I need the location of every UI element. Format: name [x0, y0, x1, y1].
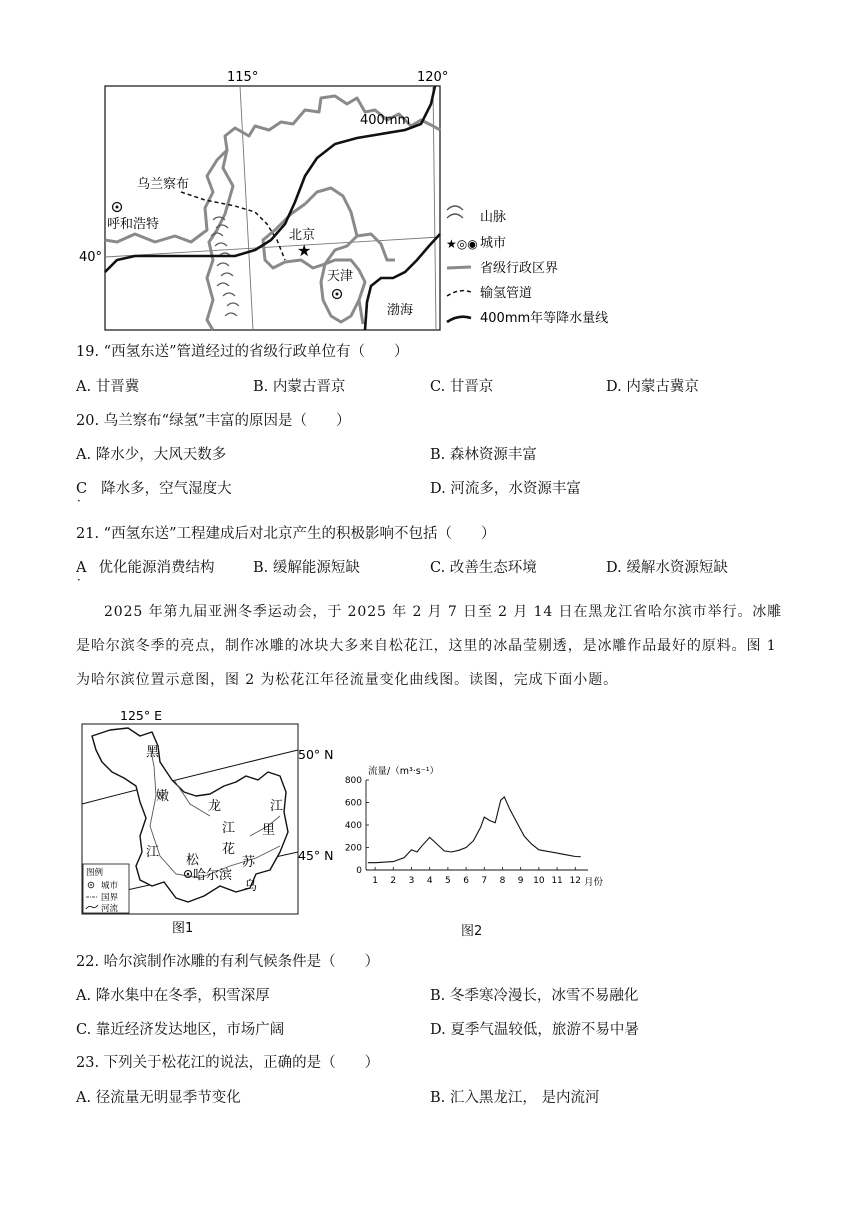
- legend-mountain-icon: [447, 206, 463, 218]
- map2-legend-city-label: 城市: [101, 881, 119, 891]
- chart-ylabel: 流量/（m³·s⁻¹）: [368, 766, 440, 777]
- y-tick-label: 0: [356, 866, 362, 876]
- label-bohai: 渤海: [387, 303, 414, 318]
- legend-border-icon: [447, 267, 471, 268]
- x-tick-label: 6: [463, 876, 469, 886]
- x-tick-label: 1: [372, 876, 378, 886]
- label-song: 松: [186, 853, 200, 868]
- legend-isohyet-icon: [447, 317, 471, 322]
- runoff-chart: [340, 758, 610, 918]
- q19-option-c[interactable]: C. 甘晋京: [430, 379, 494, 395]
- label-nen: 嫩: [156, 789, 170, 804]
- q23-option-a[interactable]: A. 径流量无明显季节变化: [76, 1090, 241, 1106]
- legend-border-label: 省级行政区界: [480, 261, 559, 276]
- x-tick-label: 7: [481, 876, 488, 886]
- figure-2-caption: 图2: [461, 924, 483, 939]
- q21-option-a[interactable]: [76, 558, 214, 578]
- q20-option-d[interactable]: D. 河流多，水资源丰富: [430, 481, 581, 497]
- q19-option-b[interactable]: B. 内蒙古晋京: [253, 379, 346, 395]
- map2-legend: [83, 864, 129, 914]
- y-tick-label: 600: [344, 798, 362, 809]
- map2-legend-river-label: 河流: [101, 904, 119, 914]
- label-hei: 黑: [146, 745, 160, 760]
- legend-pipeline-icon: [447, 291, 471, 296]
- label-huhehaote: 呼和浩特: [107, 217, 160, 232]
- lon-120-label: 120°: [417, 70, 449, 85]
- q21-option-d[interactable]: D. 缓解水资源短缺: [606, 560, 728, 576]
- star-beijing-marker: ★: [297, 241, 312, 260]
- question-20-stem: 20. 乌兰察布“绿氢”丰富的原因是（ ）: [76, 413, 351, 429]
- x-tick-label: 10: [533, 876, 545, 886]
- q21-option-c[interactable]: C. 改善生态环境: [430, 560, 537, 576]
- lat-50n-label: 50° N: [298, 747, 334, 762]
- label-harbin: 哈尔滨: [193, 868, 233, 883]
- x-tick-label: 2: [390, 876, 397, 886]
- label-long: 龙: [208, 799, 222, 814]
- map-hydrogen-pipeline: [79, 64, 655, 334]
- label-tianjin: 天津: [327, 269, 354, 284]
- legend-mountain-label: 山脉: [480, 210, 507, 225]
- label-beijing: 北京: [289, 228, 316, 243]
- q20-option-c[interactable]: [76, 479, 232, 499]
- runoff-series-line: [368, 797, 581, 863]
- q21-option-a-text: 优化能源消费结构: [98, 560, 215, 576]
- q22-option-a[interactable]: A. 降水集中在冬季，积雪深厚: [76, 988, 270, 1004]
- x-tick-label: 5: [445, 876, 451, 886]
- label-jiang-1: 江: [270, 799, 284, 814]
- map1-legend: [446, 206, 608, 326]
- question-19-stem: 19. “西氢东送”管道经过的省级行政单位有（ ）: [76, 344, 409, 360]
- y-tick-label: 400: [344, 821, 362, 831]
- lon-125e-label: 125° E: [120, 708, 162, 723]
- label-wulanchabu: 乌兰察布: [137, 177, 190, 192]
- y-tick-label: 800: [344, 776, 362, 786]
- label-jiang-2: 江: [222, 821, 236, 836]
- q21-option-a-letter: A: [76, 560, 87, 576]
- legend-city-label: 城市: [480, 236, 507, 251]
- q19-option-d[interactable]: D. 内蒙古冀京: [606, 379, 699, 395]
- q20-option-c-text: 降水多，空气湿度大: [101, 481, 232, 497]
- label-hua: 花: [222, 842, 236, 857]
- chart-xlabel: 月份: [584, 877, 604, 888]
- legend-pipeline-label: 输氢管道: [480, 286, 533, 301]
- q20-option-a[interactable]: A. 降水少，大风天数多: [76, 447, 227, 463]
- label-400mm: 400mm: [360, 113, 411, 128]
- x-tick-label: 12: [569, 876, 581, 886]
- q20-option-b[interactable]: B. 森林资源丰富: [430, 447, 537, 463]
- x-tick-label: 4: [426, 876, 433, 886]
- map-harbin-location: [80, 706, 348, 936]
- q23-option-b[interactable]: B. 汇入黑龙江， 是内流河: [430, 1090, 600, 1106]
- legend-city-icon: ★◎◉: [446, 237, 478, 251]
- q21-option-b[interactable]: B. 缓解能源短缺: [253, 560, 360, 576]
- question-22-stem: 22. 哈尔滨制作冰雕的有利气候条件是（ ）: [76, 954, 380, 970]
- map2-legend-title: 图例: [86, 868, 104, 878]
- lat-40-label: 40°: [79, 250, 103, 265]
- q19-option-a[interactable]: A. 甘晋冀: [76, 379, 140, 395]
- label-jiang-3: 江: [146, 845, 160, 860]
- q22-option-b[interactable]: B. 冬季寒冷漫长，冰雪不易融化: [430, 988, 639, 1004]
- q22-option-c[interactable]: C. 靠近经济发达地区，市场广阔: [76, 1022, 285, 1038]
- x-tick-label: 8: [499, 876, 506, 886]
- reading-passage: 2025 年第九届亚洲冬季运动会，于 2025 年 2 月 7 日至 2 月 14 日在黑龙江省哈尔滨市举行。冰雕是哈尔滨冬季的亮点，制作冰雕的冰块大多来自松花江，这里的冰晶莹剔透，是冰雕作品最好的原料。图 1 为哈尔滨位置示意图，图 2 为松花江年径流量变化曲线图。读图，完成下面小题。: [76, 604, 783, 688]
- y-tick-label: 200: [344, 843, 362, 854]
- q20-option-c-letter: C: [76, 481, 88, 497]
- map2-legend-border-label: 国界: [101, 893, 119, 903]
- legend-isohyet-label: 400mm年等降水量线: [480, 311, 609, 326]
- question-21-stem: 21. “西氢东送”工程建成后对北京产生的积极影响不包括（ ）: [76, 526, 496, 542]
- figure-1-caption: 图1: [172, 921, 194, 936]
- x-tick-label: 11: [551, 876, 563, 886]
- x-tick-label: 9: [517, 876, 524, 886]
- q20-option-c-mark: ·: [77, 494, 81, 508]
- lat-45n-label: 45° N: [298, 848, 334, 863]
- lon-115-label: 115°: [227, 70, 259, 85]
- q21-option-a-mark: ·: [77, 573, 81, 587]
- question-23-stem: 23. 下列关于松花江的说法，正确的是（ ）: [76, 1055, 380, 1071]
- x-tick-label: 3: [408, 876, 415, 886]
- label-su: 苏: [242, 855, 256, 870]
- label-li: 里: [262, 823, 276, 838]
- q22-option-d[interactable]: D. 夏季气温较低，旅游不易中暑: [430, 1022, 639, 1038]
- label-wu: 乌: [244, 879, 258, 894]
